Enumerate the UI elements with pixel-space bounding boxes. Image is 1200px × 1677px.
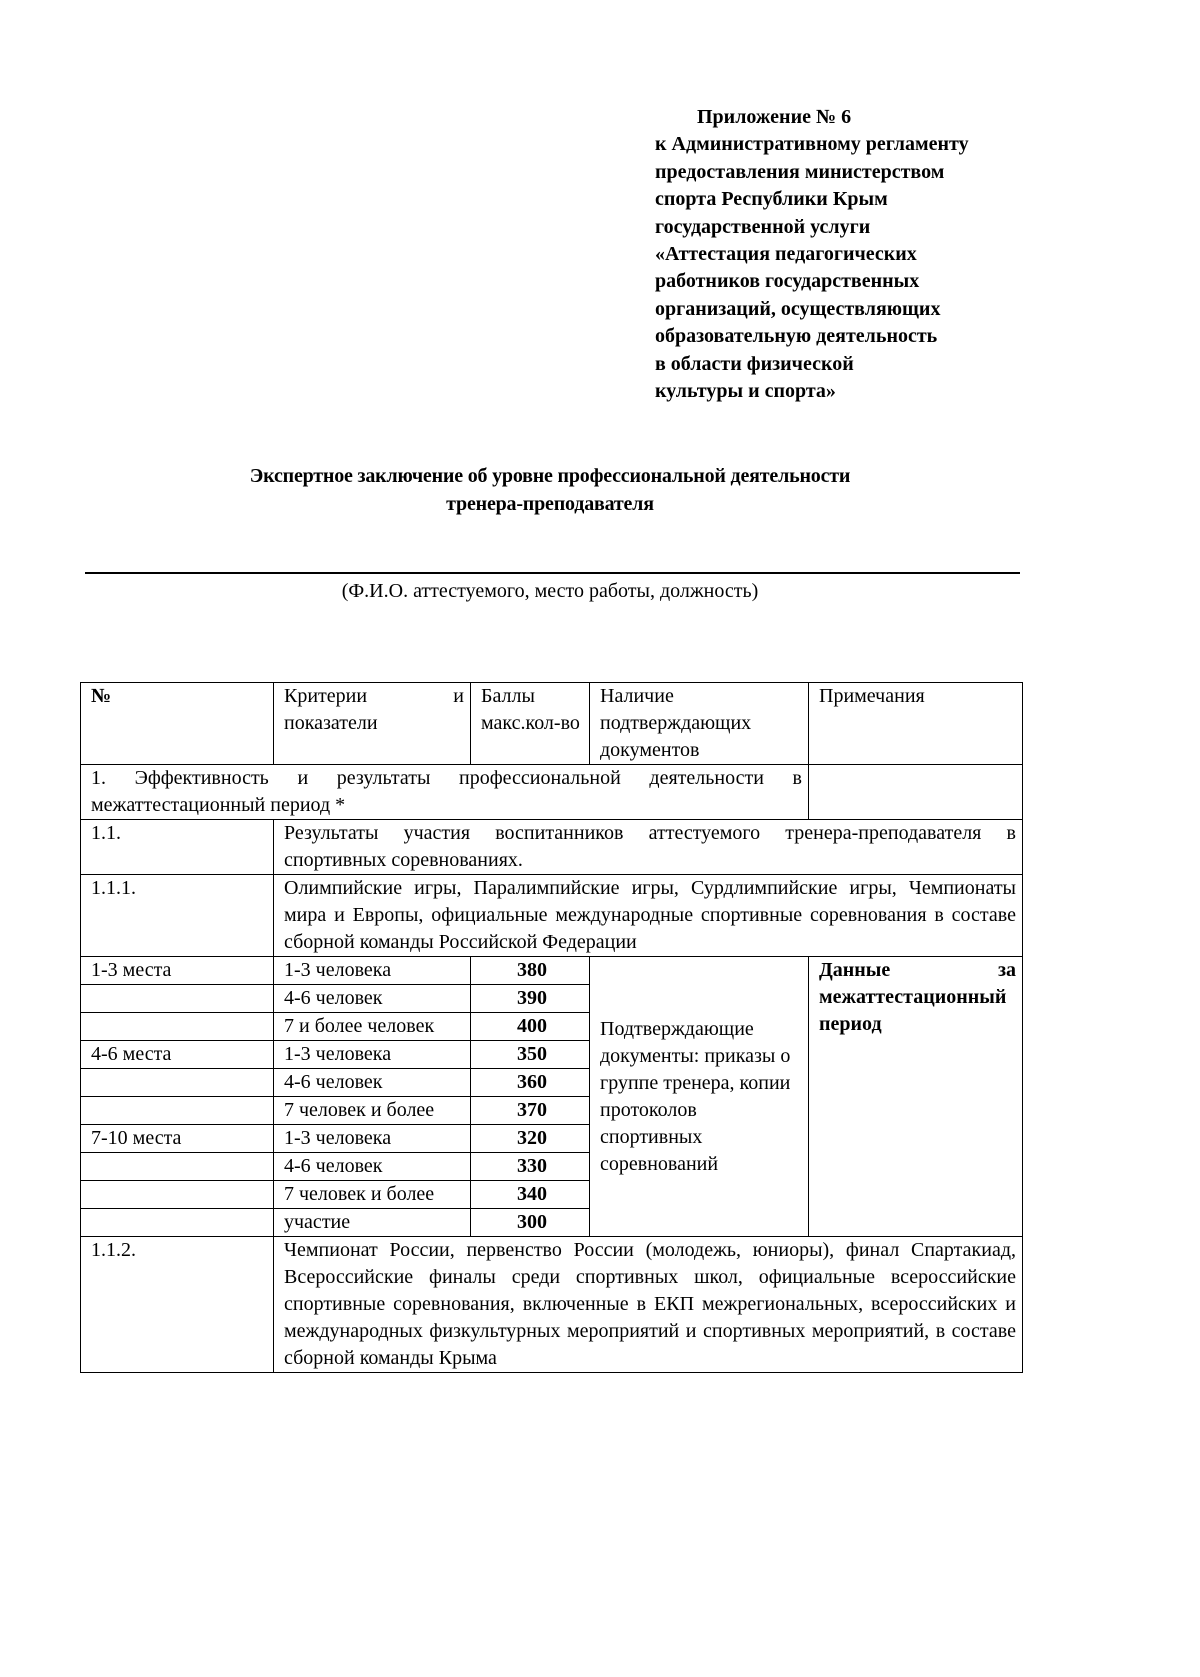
header-criteria: Критерии и показатели: [274, 683, 471, 765]
criteria-cell: 7 человек и более: [274, 1097, 471, 1125]
notes-cell: Данные за межаттестационный период: [809, 957, 1023, 1237]
row-text: Результаты участия воспитанников аттестуемого тренера-преподавателя в спортивных соревнованиях.: [274, 820, 1023, 875]
title-line-1: Экспертное заключение об уровне профессиональной деятельности: [249, 465, 851, 487]
signature-caption: (Ф.И.О. аттестуемого, место работы, должность): [341, 580, 759, 602]
place-label: [81, 1013, 274, 1041]
place-label: [81, 1153, 274, 1181]
points-cell: 360: [471, 1069, 590, 1097]
appendix-header: [655, 104, 969, 405]
appendix-line: работников государственных: [655, 270, 920, 293]
place-label: 7-10 места: [81, 1125, 274, 1153]
header-notes: Примечания: [809, 683, 1023, 765]
appendix-line: предоставления министерством: [655, 160, 945, 183]
criteria-table: [80, 682, 1023, 1373]
row-text: Чемпионат России, первенство России (молодежь, юниоры), финал Спартакиад, Всероссийские финалы среди спортивных школ, официальные всероссийские спортивные соревнования, включенные в ЕКП межрегиональных, всероссийских и международных физкультурных мероприятий и спортивных мероприятий, в составе сборной команды Крыма: [274, 1237, 1023, 1373]
criteria-cell: 4-6 человек: [274, 1153, 471, 1181]
appendix-line: организаций, осуществляющих: [655, 297, 941, 320]
appendix-line: спорта Республики Крым: [655, 188, 888, 211]
row-number: 1.1.: [81, 820, 274, 875]
place-label: [81, 1069, 274, 1097]
points-cell: 370: [471, 1097, 590, 1125]
document-title: [80, 462, 1020, 518]
documents-cell: Подтверждающие документы: приказы о группе тренера, копии протоколов спортивных соревнований: [590, 957, 809, 1237]
place-label: 1-3 места: [81, 957, 274, 985]
points-cell: 390: [471, 985, 590, 1013]
appendix-line: «Аттестация педагогических: [655, 243, 917, 266]
table-header-row: [81, 683, 1023, 765]
appendix-line: культуры и спорта»: [655, 380, 836, 403]
criteria-cell: 1-3 человека: [274, 957, 471, 985]
criteria-cell: 4-6 человек: [274, 1069, 471, 1097]
criteria-cell: участие: [274, 1209, 471, 1237]
place-label: 4-6 места: [81, 1041, 274, 1069]
points-cell: 340: [471, 1181, 590, 1209]
points-cell: 300: [471, 1209, 590, 1237]
place-label: [81, 1097, 274, 1125]
table-row: [81, 820, 1023, 875]
row-text: Олимпийские игры, Паралимпийские игры, Сурдлимпийские игры, Чемпионаты мира и Европы, официальные международные спортивные соревнования в составе сборной команды Российской Федерации: [274, 875, 1023, 957]
criteria-cell: 1-3 человека: [274, 1041, 471, 1069]
row-number: 1.1.1.: [81, 875, 274, 957]
section-row: [81, 765, 1023, 820]
appendix-line: в области физической: [655, 352, 854, 375]
section-1-title: 1. Эффективность и результаты профессиональной деятельности в межаттестационный период *: [81, 765, 809, 820]
appendix-number: Приложение № 6: [697, 106, 852, 128]
row-number: 1.1.2.: [81, 1237, 274, 1373]
signature-line: [85, 572, 1020, 574]
criteria-cell: 4-6 человек: [274, 985, 471, 1013]
appendix-line: образовательную деятельность: [655, 325, 938, 348]
section-1-notes: [809, 765, 1023, 820]
header-number: №: [81, 683, 274, 765]
criteria-cell: 7 и более человек: [274, 1013, 471, 1041]
title-line-2: тренера-преподавателя: [446, 493, 654, 515]
appendix-line: государственной услуги: [655, 215, 871, 238]
criteria-cell: 7 человек и более: [274, 1181, 471, 1209]
points-cell: 330: [471, 1153, 590, 1181]
points-cell: 400: [471, 1013, 590, 1041]
place-label: [81, 1209, 274, 1237]
header-documents: Наличие подтверждающих документов: [590, 683, 809, 765]
table-row: [81, 957, 1023, 985]
points-cell: 320: [471, 1125, 590, 1153]
points-cell: 350: [471, 1041, 590, 1069]
table-row: [81, 875, 1023, 957]
appendix-line: к Административному регламенту: [655, 133, 969, 156]
place-label: [81, 1181, 274, 1209]
header-points: Баллы макс.кол-во: [471, 683, 590, 765]
criteria-cell: 1-3 человека: [274, 1125, 471, 1153]
place-label: [81, 985, 274, 1013]
table-row: [81, 1237, 1023, 1373]
points-cell: 380: [471, 957, 590, 985]
